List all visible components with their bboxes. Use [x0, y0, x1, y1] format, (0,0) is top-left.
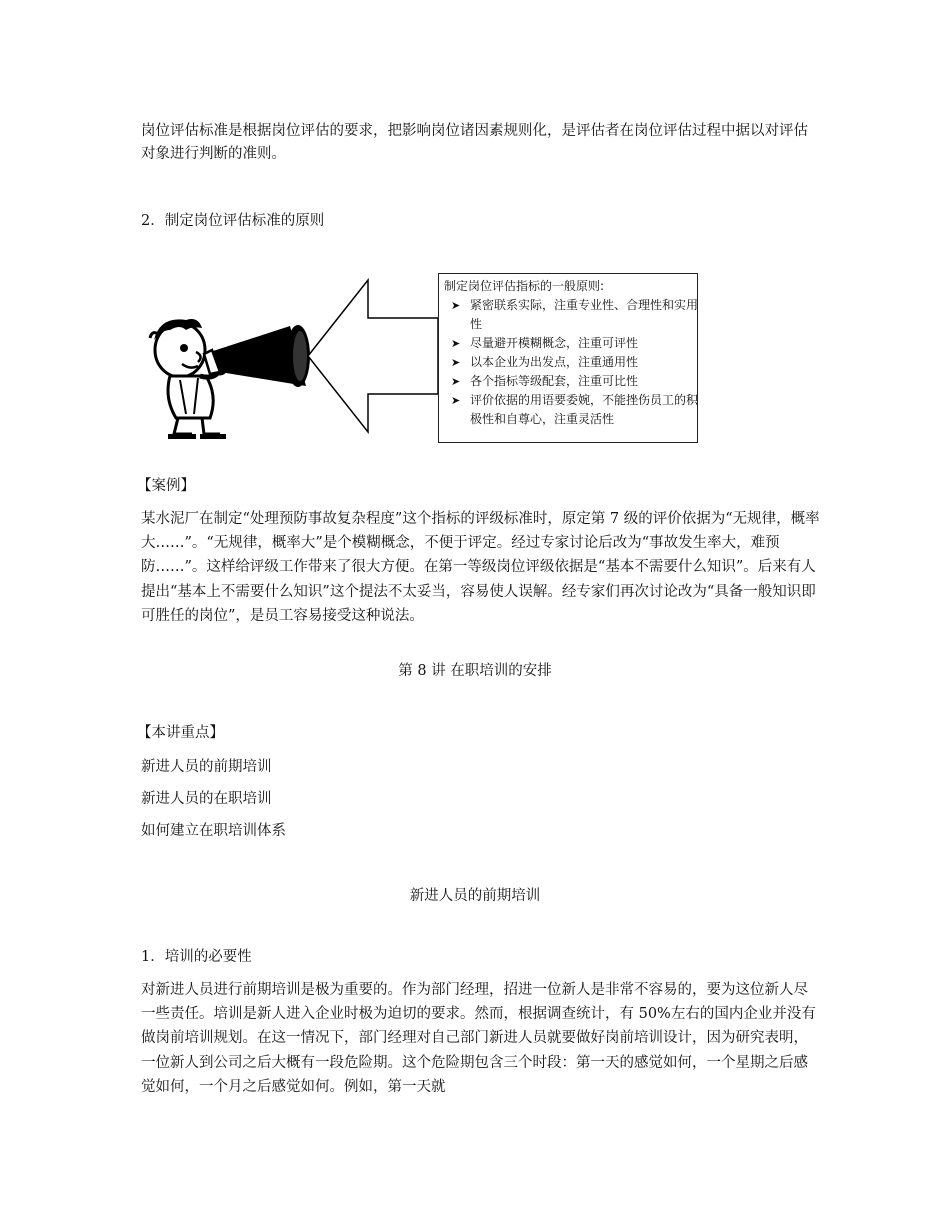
- case-paragraph: 某水泥厂在制定“处理预防事故复杂程度”这个指标的评级标准时，原定第 7 级的评价依据为“无规律，概率大……”。“无规律，概率大”是个模糊概念，不便于评定。经过专家讨论后改为“事故发生率大，难预防……”。这样给评级工作带来了很大方便。在第一等级岗位评级依据是“基本不需要什么知识”。后来有人提出“基本上不需要什么知识”这个提法不太妥当，容易使人误解。经专家们再次讨论改为“具备一般知识即可胜任的岗位”，是员工容易接受这种说法。: [141, 511, 820, 624]
- keypoint-item: 新进人员的前期培训: [141, 759, 272, 775]
- callout-item: ➤ 尽量避开模糊概念，注重可评性: [444, 334, 698, 353]
- lecture-title: 第 8 讲 在职培训的安排: [398, 663, 552, 679]
- arrow-bullet-icon: ➤: [451, 337, 461, 350]
- keypoint-item: 新进人员的在职培训: [141, 791, 272, 807]
- arrow-bullet-icon: ➤: [451, 375, 461, 388]
- necessity-paragraph: 对新进人员进行前期培训是极为重要的。作为部门经理，招进一位新人是非常不容易的，要为这位新人尽一些责任。培训是新人进入企业时极为迫切的要求。然而，根据调查统计，有 50%左右的国内企业并没有做岗前培训规划。在这一情况下，部门经理对自己部门新进人员就要做好岗前培训设计，因为研究表明，一位新人到公司之后大概有一段危险期。这个危险期包含三个时段：第一天的感觉如何，一个星期之后感觉如何，一个月之后感觉如何。例如，第一天就: [141, 982, 816, 1095]
- callout-item: ➤ 各个指标等级配套，注重可比性: [444, 372, 698, 391]
- subsection-title: 新进人员的前期培训: [409, 888, 541, 904]
- case-label: 【案例】: [137, 478, 195, 494]
- principles-callout: [444, 277, 698, 429]
- section-heading-principles: 2．制定岗位评估标准的原则: [141, 213, 325, 229]
- callout-title: 制定岗位评估指标的一般原则:: [444, 279, 605, 293]
- necessity-heading: 1．培训的必要性: [141, 949, 252, 965]
- megaphone-figure-illustration: [140, 268, 440, 448]
- callout-item: ➤ 以本企业为出发点，注重通用性: [444, 353, 698, 372]
- arrow-bullet-icon: ➤: [451, 356, 461, 369]
- intro-paragraph: 岗位评估标准是根据岗位评估的要求，把影响岗位诸因素规则化，是评估者在岗位评估过程中据以对评估对象进行判断的准则。: [141, 123, 808, 162]
- callout-list: [444, 296, 698, 429]
- arrow-bullet-icon: ➤: [451, 394, 461, 407]
- keypoints-label: 【本讲重点】: [137, 725, 224, 741]
- callout-item: ➤ 评价依据的用语要委婉，不能挫伤员工的积极性和自尊心，注重灵活性: [451, 393, 699, 426]
- callout-item: ➤ 紧密联系实际，注重专业性、合理性和实用性: [451, 298, 699, 331]
- arrow-bullet-icon: ➤: [451, 299, 461, 312]
- keypoint-item: 如何建立在职培训体系: [141, 823, 286, 839]
